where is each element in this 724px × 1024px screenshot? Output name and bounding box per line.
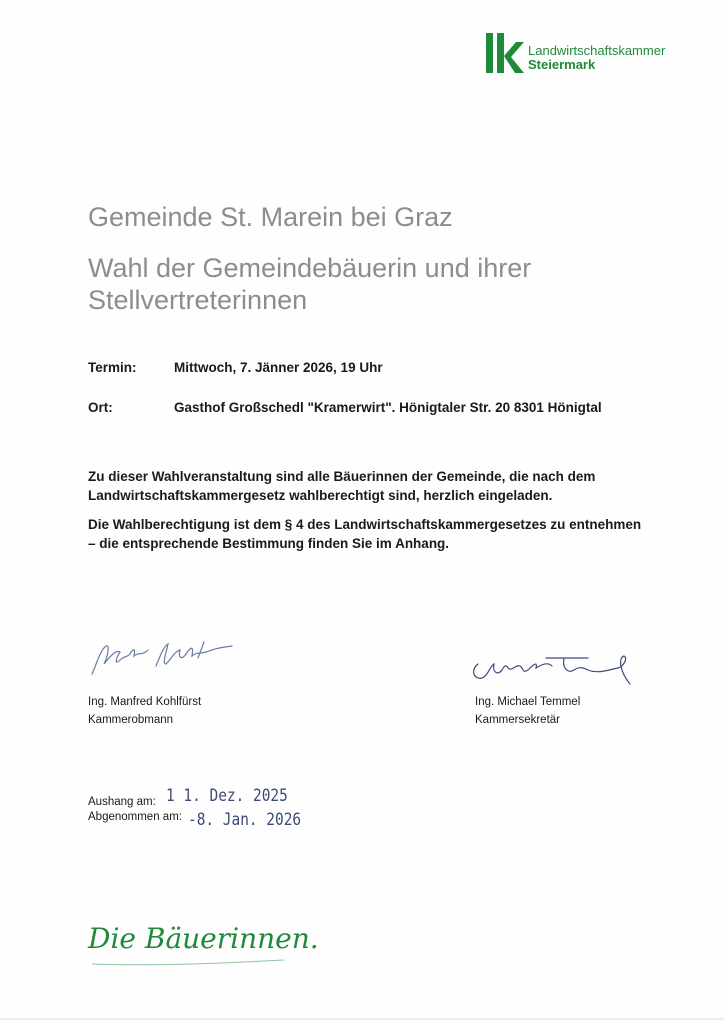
invitation-paragraph: Zu dieser Wahlveranstaltung sind alle Bäuerinnen der Gemeinde, die nach dem Landwirtschaftskammergesetz wahlberechtigt sind, herzlich eingeladen. xyxy=(88,469,596,503)
aushang-date-stamp: 1 1. Dez. 2025 xyxy=(166,786,288,806)
signer-left xyxy=(88,693,201,729)
ort-row xyxy=(88,400,602,415)
signer-right xyxy=(475,693,580,729)
signature-right xyxy=(468,644,638,688)
termin-label: Termin: xyxy=(88,360,137,375)
page-subtitle: Wahl der Gemeindebäuerin und ihrer Stellvertreterinnen xyxy=(88,253,532,315)
ort-value: Gasthof Großschedl "Kramerwirt". Hönigtaler Str. 20 8301 Hönigtal xyxy=(174,400,602,415)
logo-text xyxy=(528,44,665,72)
termin-row xyxy=(88,360,383,375)
aushang-label: Aushang am: xyxy=(88,796,156,808)
baeuerinnen-script-logo: Die Bäuerinnen. xyxy=(88,922,319,955)
logo-line2: Steiermark xyxy=(528,57,596,72)
script-underline xyxy=(88,920,288,970)
logo-line1: Landwirtschaftskammer xyxy=(528,43,666,58)
signer-right-name: Ing. Michael Temmel xyxy=(475,696,581,708)
signer-left-role: Kammerobmann xyxy=(88,714,174,726)
signature-left xyxy=(86,636,246,680)
signer-left-name: Ing. Manfred Kohlfürst xyxy=(88,696,202,708)
eligibility-paragraph: Die Wahlberechtigung ist dem § 4 des Landwirtschaftskammergesetzes zu entnehmen – die entsprechende Bestimmung finden Sie im Anhang. xyxy=(88,517,642,551)
lk-logo-mark xyxy=(484,32,524,74)
abgenommen-label: Abgenommen am: xyxy=(88,811,182,823)
page-title: Gemeinde St. Marein bei Graz xyxy=(88,202,453,232)
termin-value: Mittwoch, 7. Jänner 2026, 19 Uhr xyxy=(174,360,383,375)
signer-right-role: Kammersekretär xyxy=(475,714,560,726)
abgenommen-date-stamp: -8. Jan. 2026 xyxy=(188,810,302,830)
bottom-rule xyxy=(0,1018,724,1020)
ort-label: Ort: xyxy=(88,400,113,415)
